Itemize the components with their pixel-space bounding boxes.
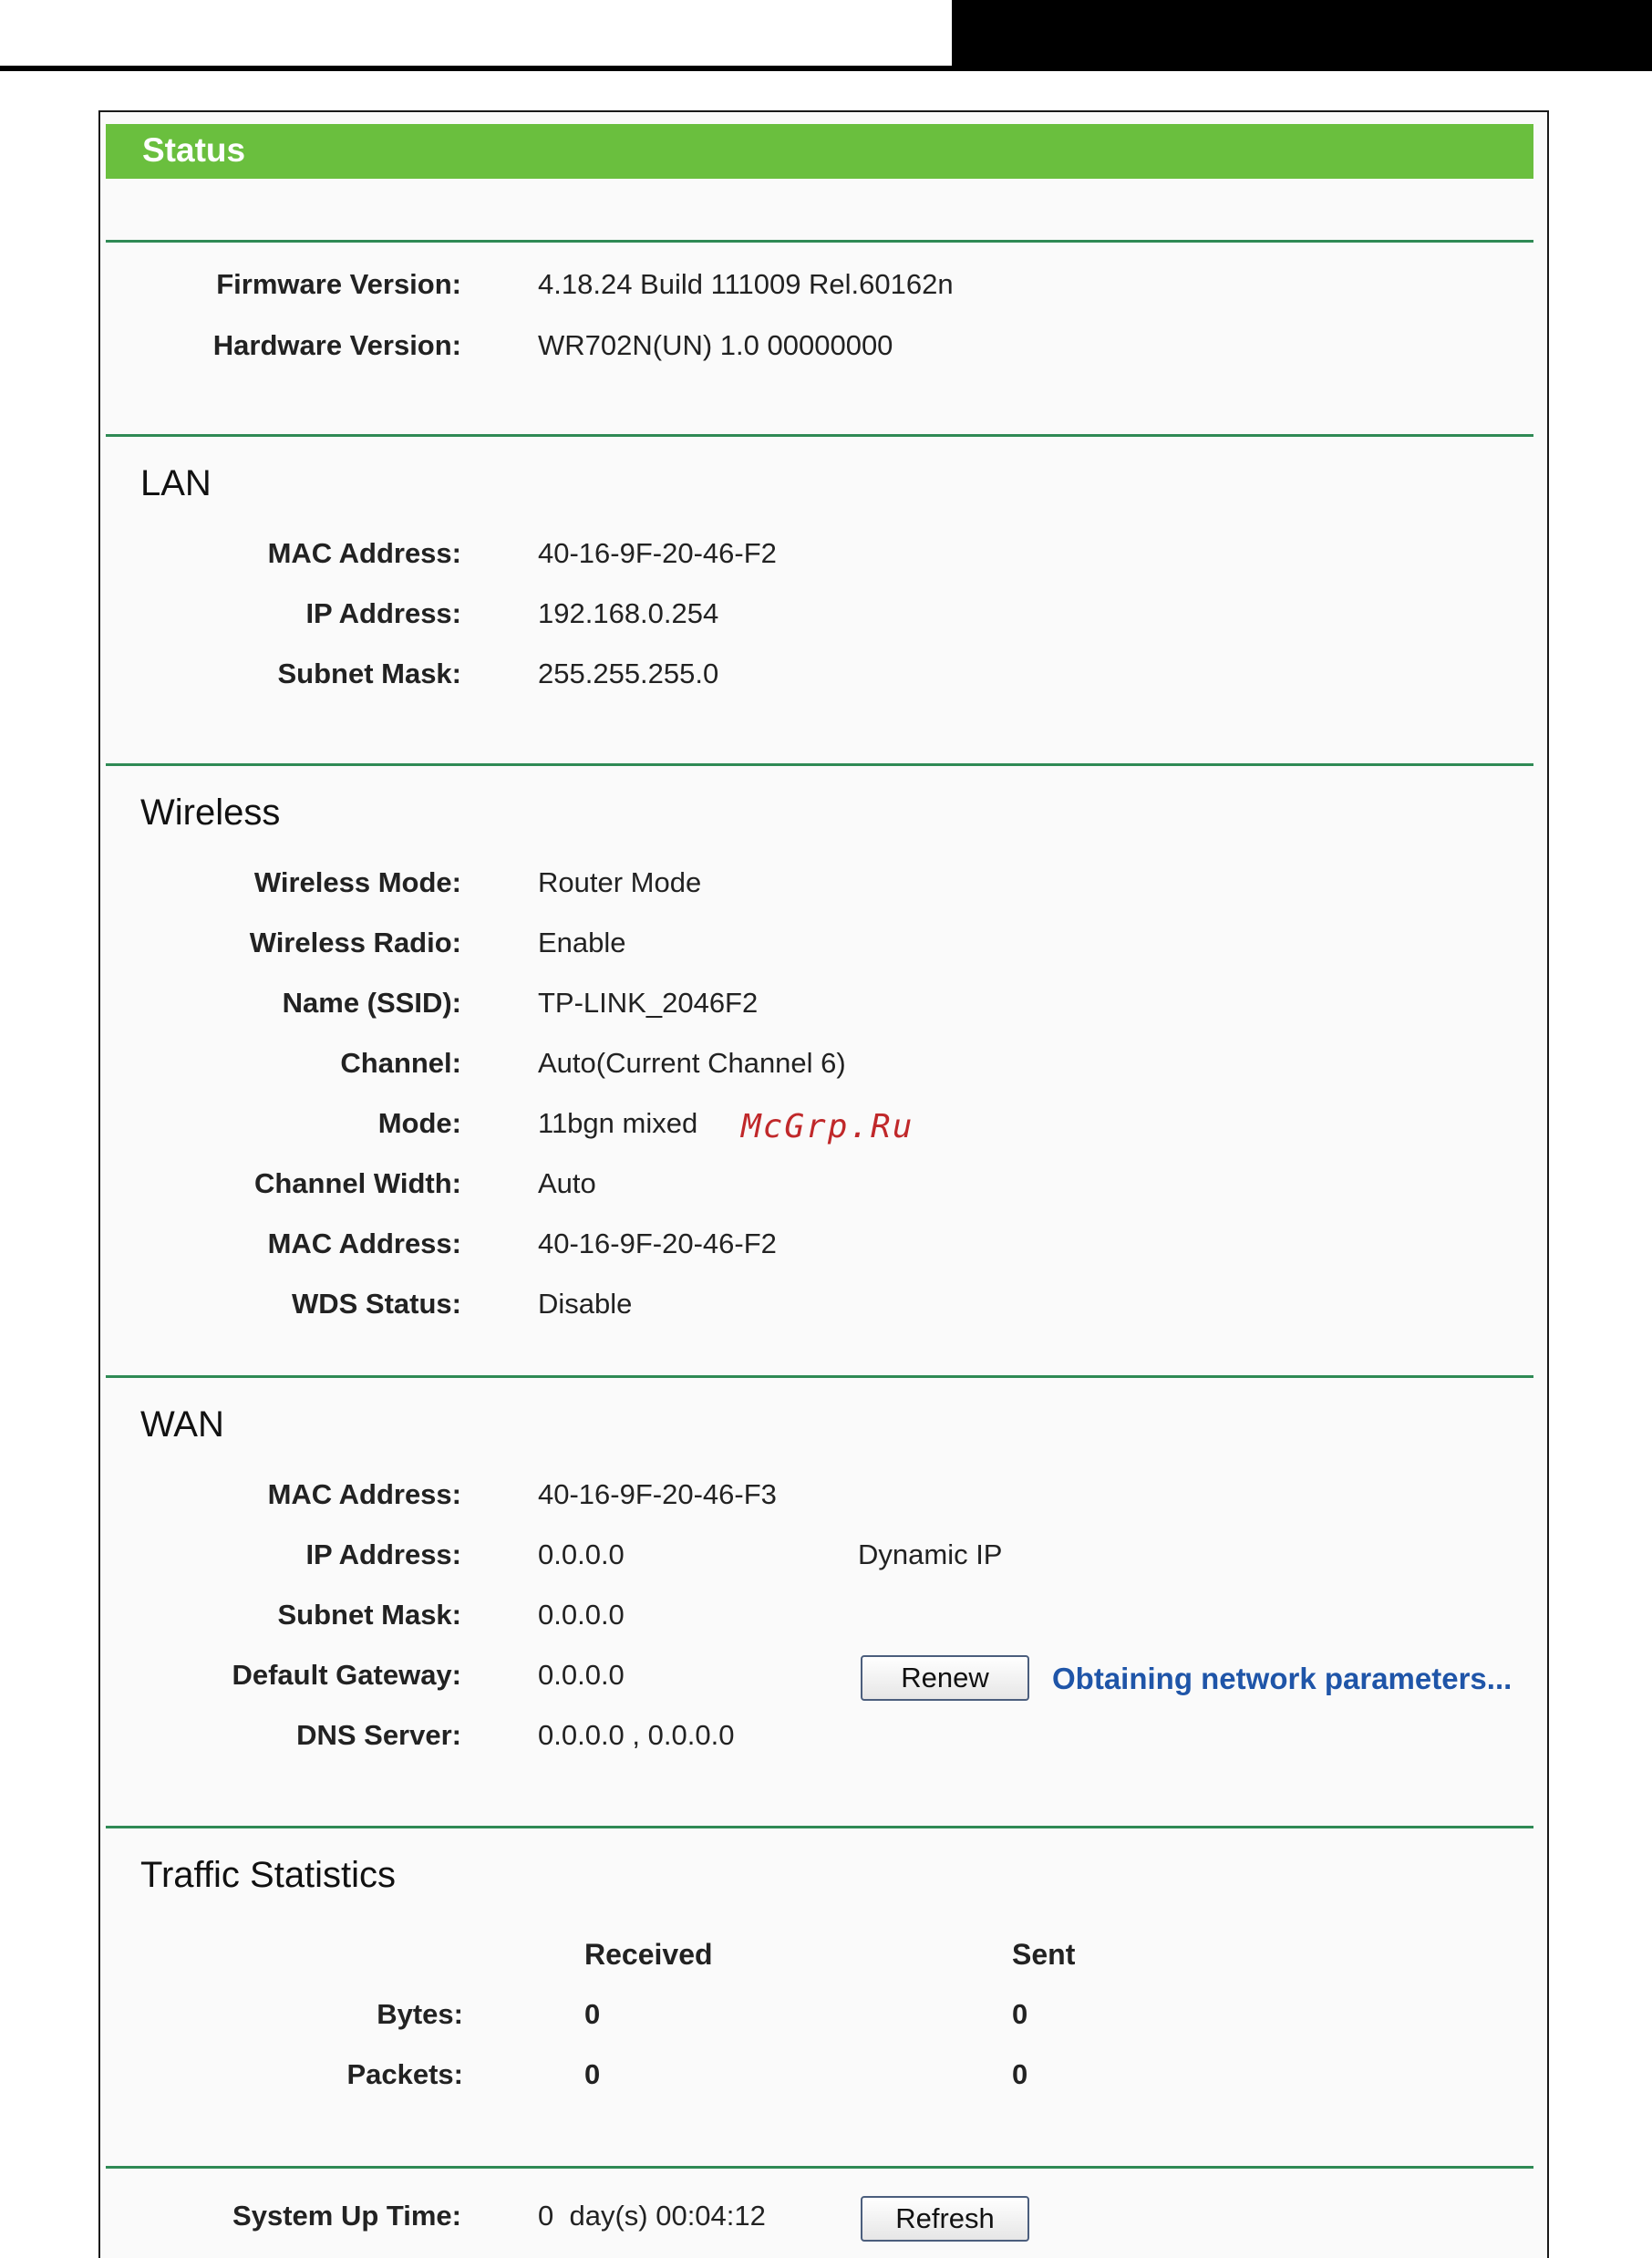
ssid-label: Name (SSID): [282,987,461,1019]
wireless-mode-label: Wireless Mode: [253,866,461,898]
watermark-text: McGrp.Ru [741,1108,914,1145]
wan-status-message: Obtaining network parameters... [1052,1662,1513,1695]
section-divider [106,1826,1533,1828]
packets-sent-value: 0 [1012,2058,1028,2090]
wds-status-value: Disable [538,1288,633,1320]
page-top-rule [0,66,955,71]
section-divider [106,434,1533,437]
channel-value: Auto(Current Channel 6) [538,1047,846,1079]
received-column-header: Received [584,1938,713,1971]
packets-received-value: 0 [584,2058,601,2090]
refresh-button[interactable]: Refresh [861,2196,1029,2242]
packets-label: Packets: [346,2058,463,2090]
bytes-sent-value: 0 [1012,1998,1028,2030]
wireless-mac-value: 40-16-9F-20-46-F2 [538,1227,777,1259]
bytes-received-value: 0 [584,1998,601,2030]
hardware-version-value: WR702N(UN) 1.0 00000000 [538,329,893,361]
lan-subnet-label: Subnet Mask: [277,658,461,689]
wireless-radio-value: Enable [538,927,626,958]
page-header-block [952,0,1652,71]
system-uptime-value: 0 day(s) 00:04:12 [538,2200,766,2232]
lan-ip-label: IP Address: [305,597,461,629]
wan-section-title: WAN [140,1404,224,1445]
wireless-mode-type-label: Mode: [377,1107,461,1139]
dns-server-value: 0.0.0.0 , 0.0.0.0 [538,1719,735,1751]
wan-mac-value: 40-16-9F-20-46-F3 [538,1478,777,1510]
firmware-version-value: 4.18.24 Build 111009 Rel.60162n [538,268,954,300]
wireless-radio-label: Wireless Radio: [249,927,461,958]
channel-width-label: Channel Width: [253,1167,461,1199]
channel-label: Channel: [340,1047,461,1079]
hardware-version-label: Hardware Version: [212,329,461,361]
wds-status-label: WDS Status: [292,1288,461,1320]
sent-column-header: Sent [1012,1938,1076,1971]
dns-server-label: DNS Server: [296,1719,461,1751]
lan-section-title: LAN [140,463,212,503]
wan-subnet-label: Subnet Mask: [277,1599,461,1631]
default-gateway-value: 0.0.0.0 [538,1659,625,1691]
wireless-mac-label: MAC Address: [267,1227,461,1259]
system-uptime-label: System Up Time: [232,2200,461,2232]
lan-subnet-value: 255.255.255.0 [538,658,719,689]
wireless-section-title: Wireless [140,792,281,833]
lan-mac-value: 40-16-9F-20-46-F2 [538,537,777,569]
lan-mac-label: MAC Address: [267,537,461,569]
wireless-mode-type-value: 11bgn mixed [538,1107,698,1139]
ssid-value: TP-LINK_2046F2 [538,987,759,1019]
wan-ip-value: 0.0.0.0 [538,1538,625,1570]
section-divider [106,763,1533,766]
bytes-label: Bytes: [377,1998,463,2030]
wan-subnet-value: 0.0.0.0 [538,1599,625,1631]
status-header: Status [106,124,1533,179]
channel-width-value: Auto [538,1167,596,1199]
section-divider [106,2166,1533,2169]
renew-button[interactable]: Renew [861,1655,1029,1701]
default-gateway-label: Default Gateway: [232,1659,461,1691]
wan-mac-label: MAC Address: [267,1478,461,1510]
lan-ip-value: 192.168.0.254 [538,597,719,629]
section-divider [106,1375,1533,1378]
wan-connection-type: Dynamic IP [858,1538,1003,1570]
traffic-section-title: Traffic Statistics [140,1855,397,1895]
wan-ip-label: IP Address: [305,1538,461,1570]
wireless-mode-value: Router Mode [538,866,702,898]
section-divider [106,240,1533,243]
firmware-version-label: Firmware Version: [216,268,461,300]
